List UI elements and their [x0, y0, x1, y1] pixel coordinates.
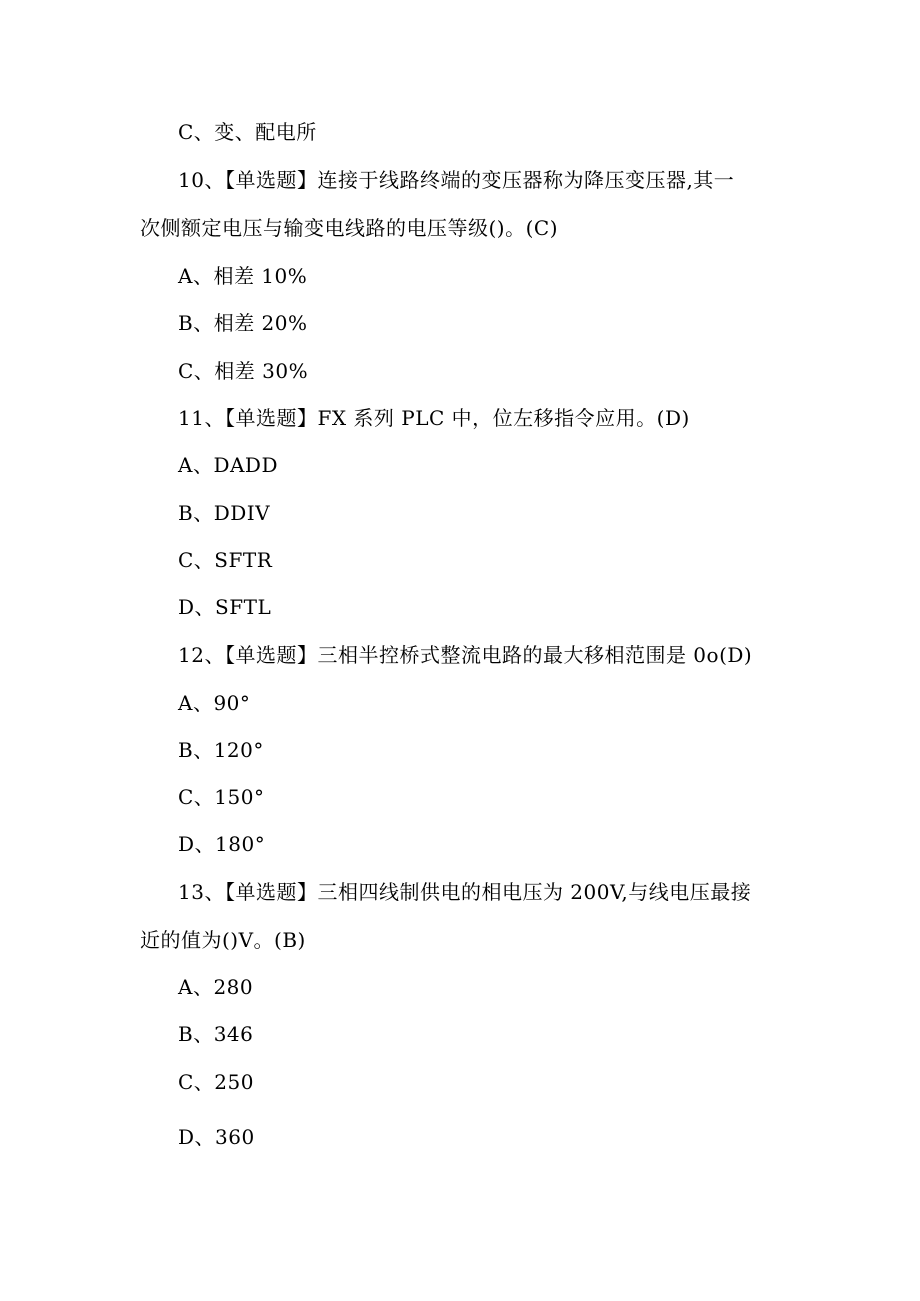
q10-option-c: C、相差 30% — [178, 359, 309, 383]
q12-stem: 12、【单选题】三相半控桥式整流电路的最大移相范围是 0o(D) — [178, 643, 753, 667]
q11-stem: 11、【单选题】FX 系列 PLC 中，位左移指令应用。(D) — [178, 406, 690, 430]
q13-stem-line1: 13、【单选题】三相四线制供电的相电压为 200V,与线电压最接 — [178, 880, 752, 904]
q11-option-d: D、SFTL — [178, 595, 272, 619]
q10-stem-line2: 次侧额定电压与输变电线路的电压等级()。(C) — [140, 216, 559, 240]
q10-option-b: B、相差 20% — [178, 311, 308, 335]
q13-option-a: A、280 — [178, 975, 254, 999]
q10-option-a: A、相差 10% — [178, 264, 308, 288]
q13-option-d: D、360 — [178, 1125, 255, 1149]
q13-option-c: C、250 — [178, 1070, 254, 1094]
q12-option-b: B、120° — [178, 738, 264, 762]
q12-option-d: D、180° — [178, 832, 266, 856]
q13-option-b: B、346 — [178, 1022, 254, 1046]
q13-stem-line2: 近的值为()V。(B) — [140, 928, 306, 952]
q12-option-c: C、150° — [178, 785, 265, 809]
q10-stem-line1: 10、【单选题】连接于线路终端的变压器称为降压变压器,其一 — [178, 168, 735, 192]
q11-option-b: B、DDIV — [178, 501, 271, 525]
q9-option-c: C、变、配电所 — [178, 120, 317, 144]
q11-option-a: A、DADD — [178, 453, 278, 477]
q11-option-c: C、SFTR — [178, 548, 273, 572]
q12-option-a: A、90° — [178, 691, 251, 715]
